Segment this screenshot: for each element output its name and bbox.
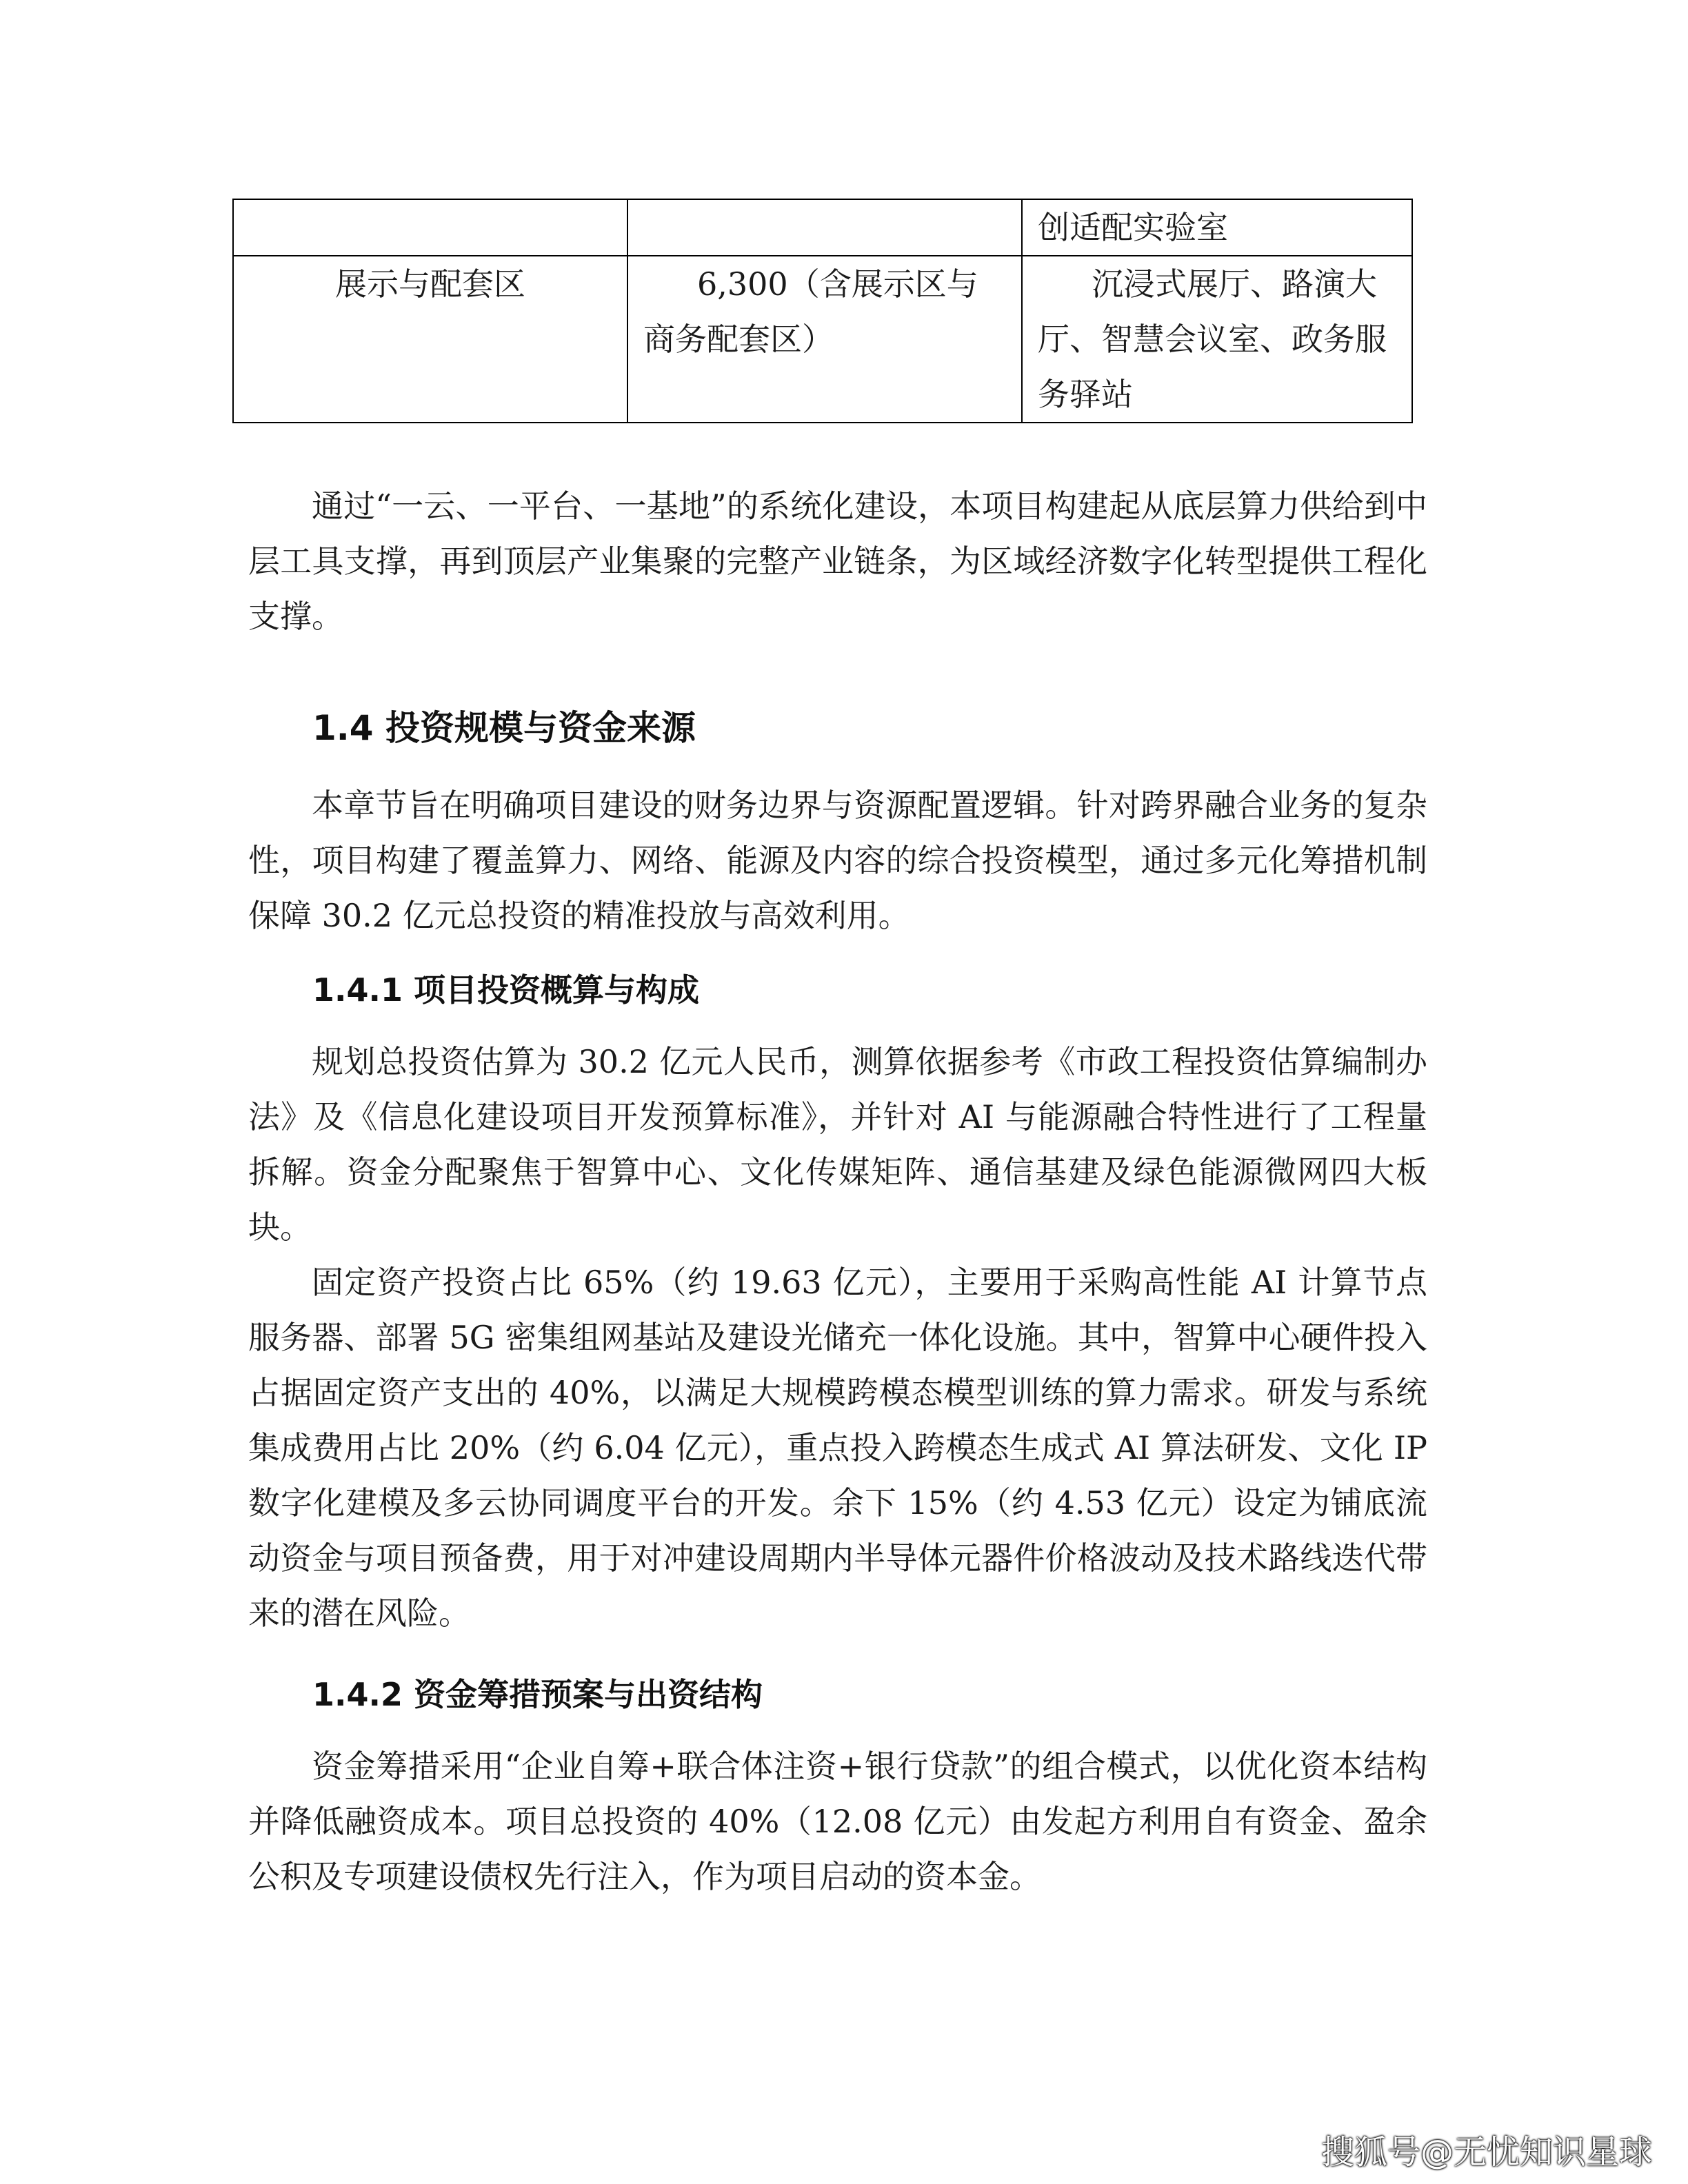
body-paragraph: 固定资产投资占比 65%（约 19.63 亿元），主要用于采购高性能 AI 计算节点服务器、部署 5G 密集组网基站及建设光储充一体化设施。其中，智算中心硬件投入占据固定资产支出的 40%，以满足大规模跨模态模型训练的算力需求。研发与系统集成费用占比 20%（约 6.04 亿元），重点投入跨模态生成式 AI 算法研发、文化 IP 数字化建模及多云协同调度平台的开发。余下 15%（约 4.53 亿元）设定为铺底流动资金与项目预备费，用于对冲建设周期内半导体元器件价格波动及技术路线迭代带来的潜在风险。 xyxy=(248,1264,1427,1632)
watermark: 搜狐号@无忧知识星球 xyxy=(1320,2133,1652,2172)
subsection-heading: 1.4.2 资金筹措预案与出资结构 xyxy=(312,1676,763,1713)
body-paragraph: 本章节旨在明确项目建设的财务边界与资源配置逻辑。针对跨界融合业务的复杂性，项目构建了覆盖算力、网络、能源及内容的综合投资模型，通过多元化筹措机制保障 30.2 亿元总投资的精准投放与高效利用。 xyxy=(248,787,1427,934)
body-paragraph: 资金筹措采用“企业自筹+联合体注资+银行贷款”的组合模式，以优化资本结构并降低融资成本。项目总投资的 40%（12.08 亿元）由发起方利用自有资金、盈余公积及专项建设债权先行注入，作为项目启动的资本金。 xyxy=(248,1748,1427,1895)
table-cell-area-name: 展示与配套区 xyxy=(233,256,627,423)
investment-table xyxy=(232,199,1413,423)
table-row xyxy=(233,256,1412,423)
body-paragraph: 规划总投资估算为 30.2 亿元人民币，测算依据参考《市政工程投资估算编制办法》及《信息化建设项目开发预算标准》，并针对 AI 与能源融合特性进行了工程量拆解。资金分配聚焦于智算中心、文化传媒矩阵、通信基建及绿色能源微网四大板块。 xyxy=(248,1043,1427,1246)
subsection-heading: 1.4.1 项目投资概算与构成 xyxy=(312,971,699,1009)
table-cell-area-size: 6,300（含展示区与商务配套区） xyxy=(627,256,1022,423)
table-cell-area-function: 沉浸式展厅、路演大厅、智慧会议室、政务服务驿站 xyxy=(1022,256,1412,423)
table-cell: 创适配实验室 xyxy=(1022,199,1412,256)
section-heading: 1.4 投资规模与资金来源 xyxy=(312,708,696,748)
table-cell xyxy=(627,199,1022,256)
body-paragraph: 通过“一云、一平台、一基地”的系统化建设，本项目构建起从底层算力供给到中层工具支撑，再到顶层产业集聚的完整产业链条，为区域经济数字化转型提供工程化支撑。 xyxy=(248,487,1427,635)
table-cell xyxy=(233,199,627,256)
table-row xyxy=(233,199,1412,256)
